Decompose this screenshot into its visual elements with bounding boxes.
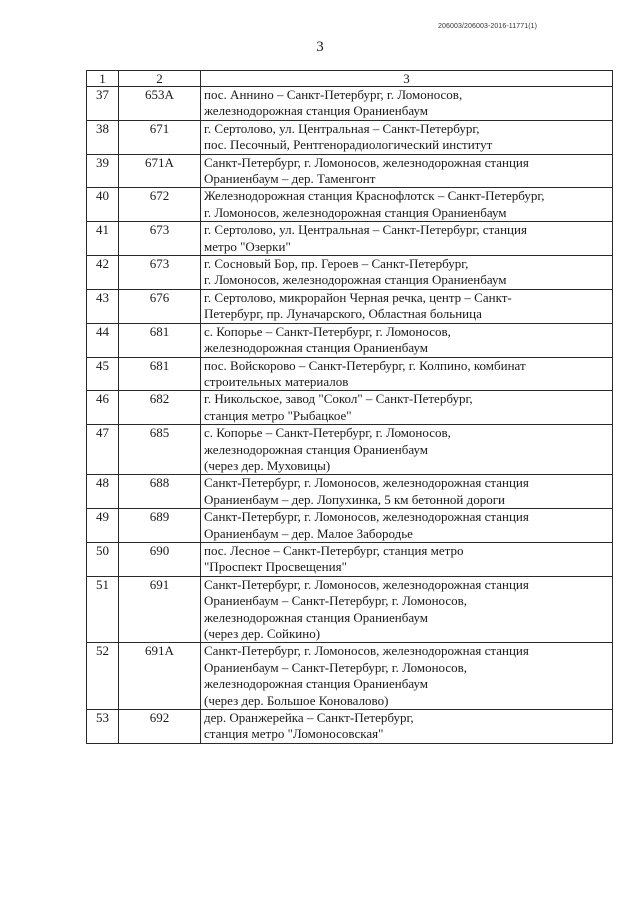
route-description: Санкт-Петербург, г. Ломоносов, железнодорожная станция Ораниенбаум – дер. Таменгонт (201, 154, 613, 188)
row-number: 48 (87, 475, 119, 509)
route-description: Железнодорожная станция Краснофлотск – Санкт-Петербург, г. Ломоносов, железнодорожная станция Ораниенбаум (201, 188, 613, 222)
route-number: 691А (119, 643, 201, 710)
route-number: 671 (119, 120, 201, 154)
route-number: 682 (119, 391, 201, 425)
table-body (87, 87, 613, 744)
route-number: 685 (119, 425, 201, 475)
row-number: 39 (87, 154, 119, 188)
table-header (87, 71, 613, 87)
header-row (87, 71, 613, 87)
route-number: 692 (119, 710, 201, 744)
page-number: 3 (316, 39, 324, 55)
route-number: 688 (119, 475, 201, 509)
route-description: Санкт-Петербург, г. Ломоносов, железнодорожная станция Ораниенбаум – Санкт-Петербург, г. Ломоносов, железнодорожная станция Ораниенбаум (через дер. Сойкино) (201, 576, 613, 643)
route-description: пос. Войскорово – Санкт-Петербург, г. Колпино, комбинат строительных материалов (201, 357, 613, 391)
route-number: 681 (119, 357, 201, 391)
table-row (87, 710, 613, 744)
table-row (87, 222, 613, 256)
table-row (87, 475, 613, 509)
route-number: 689 (119, 509, 201, 543)
route-description: Санкт-Петербург, г. Ломоносов, железнодорожная станция Ораниенбаум – дер. Малое Забородье (201, 509, 613, 543)
route-number: 673 (119, 256, 201, 290)
routes-table (86, 70, 613, 744)
document-id: 206003/206003-2016-11771(1) (438, 23, 538, 30)
route-description: дер. Оранжерейка – Санкт-Петербург, станция метро "Ломоносовская" (201, 710, 613, 744)
table-row (87, 391, 613, 425)
route-number: 691 (119, 576, 201, 643)
row-number: 45 (87, 357, 119, 391)
table-row (87, 357, 613, 391)
row-number: 52 (87, 643, 119, 710)
table-row (87, 576, 613, 643)
route-number: 673 (119, 222, 201, 256)
table-row (87, 289, 613, 323)
header-col-2: 2 (119, 71, 201, 87)
table-row (87, 542, 613, 576)
header-col-3: 3 (201, 71, 613, 87)
header-col-1: 1 (87, 71, 119, 87)
row-number: 44 (87, 323, 119, 357)
table-row (87, 120, 613, 154)
route-description: с. Копорье – Санкт-Петербург, г. Ломоносов, железнодорожная станция Ораниенбаум (через дер. Муховицы) (201, 425, 613, 475)
table-row (87, 256, 613, 290)
table-row (87, 323, 613, 357)
row-number: 42 (87, 256, 119, 290)
row-number: 38 (87, 120, 119, 154)
route-description: г. Сосновый Бор, пр. Героев – Санкт-Петербург, г. Ломоносов, железнодорожная станция Ораниенбаум (201, 256, 613, 290)
table-row (87, 643, 613, 710)
route-description: г. Никольское, завод "Сокол" – Санкт-Петербург, станция метро "Рыбацкое" (201, 391, 613, 425)
route-description: пос. Лесное – Санкт-Петербург, станция метро "Проспект Просвещения" (201, 542, 613, 576)
route-description: г. Сертолово, микрорайон Черная речка, центр – Санкт- Петербург, пр. Луначарского, Областная больница (201, 289, 613, 323)
row-number: 51 (87, 576, 119, 643)
row-number: 40 (87, 188, 119, 222)
table-row (87, 154, 613, 188)
route-number: 653А (119, 87, 201, 121)
route-description: с. Копорье – Санкт-Петербург, г. Ломоносов, железнодорожная станция Ораниенбаум (201, 323, 613, 357)
route-description: Санкт-Петербург, г. Ломоносов, железнодорожная станция Ораниенбаум – Санкт-Петербург, г. Ломоносов, железнодорожная станция Ораниенбаум (через дер. Большое Коновалово) (201, 643, 613, 710)
route-number: 671А (119, 154, 201, 188)
route-description: г. Сертолово, ул. Центральная – Санкт-Петербург, пос. Песочный, Рентгенорадиологический институт (201, 120, 613, 154)
route-number: 690 (119, 542, 201, 576)
route-number: 672 (119, 188, 201, 222)
row-number: 47 (87, 425, 119, 475)
row-number: 37 (87, 87, 119, 121)
table-row (87, 188, 613, 222)
route-description: Санкт-Петербург, г. Ломоносов, железнодорожная станция Ораниенбаум – дер. Лопухинка, 5 км бетонной дороги (201, 475, 613, 509)
row-number: 41 (87, 222, 119, 256)
route-number: 681 (119, 323, 201, 357)
row-number: 53 (87, 710, 119, 744)
row-number: 50 (87, 542, 119, 576)
table-row (87, 87, 613, 121)
route-description: г. Сертолово, ул. Центральная – Санкт-Петербург, станция метро "Озерки" (201, 222, 613, 256)
route-description: пос. Аннино – Санкт-Петербург, г. Ломоносов, железнодорожная станция Ораниенбаум (201, 87, 613, 121)
row-number: 43 (87, 289, 119, 323)
row-number: 49 (87, 509, 119, 543)
table-row (87, 425, 613, 475)
table-row (87, 509, 613, 543)
row-number: 46 (87, 391, 119, 425)
route-number: 676 (119, 289, 201, 323)
